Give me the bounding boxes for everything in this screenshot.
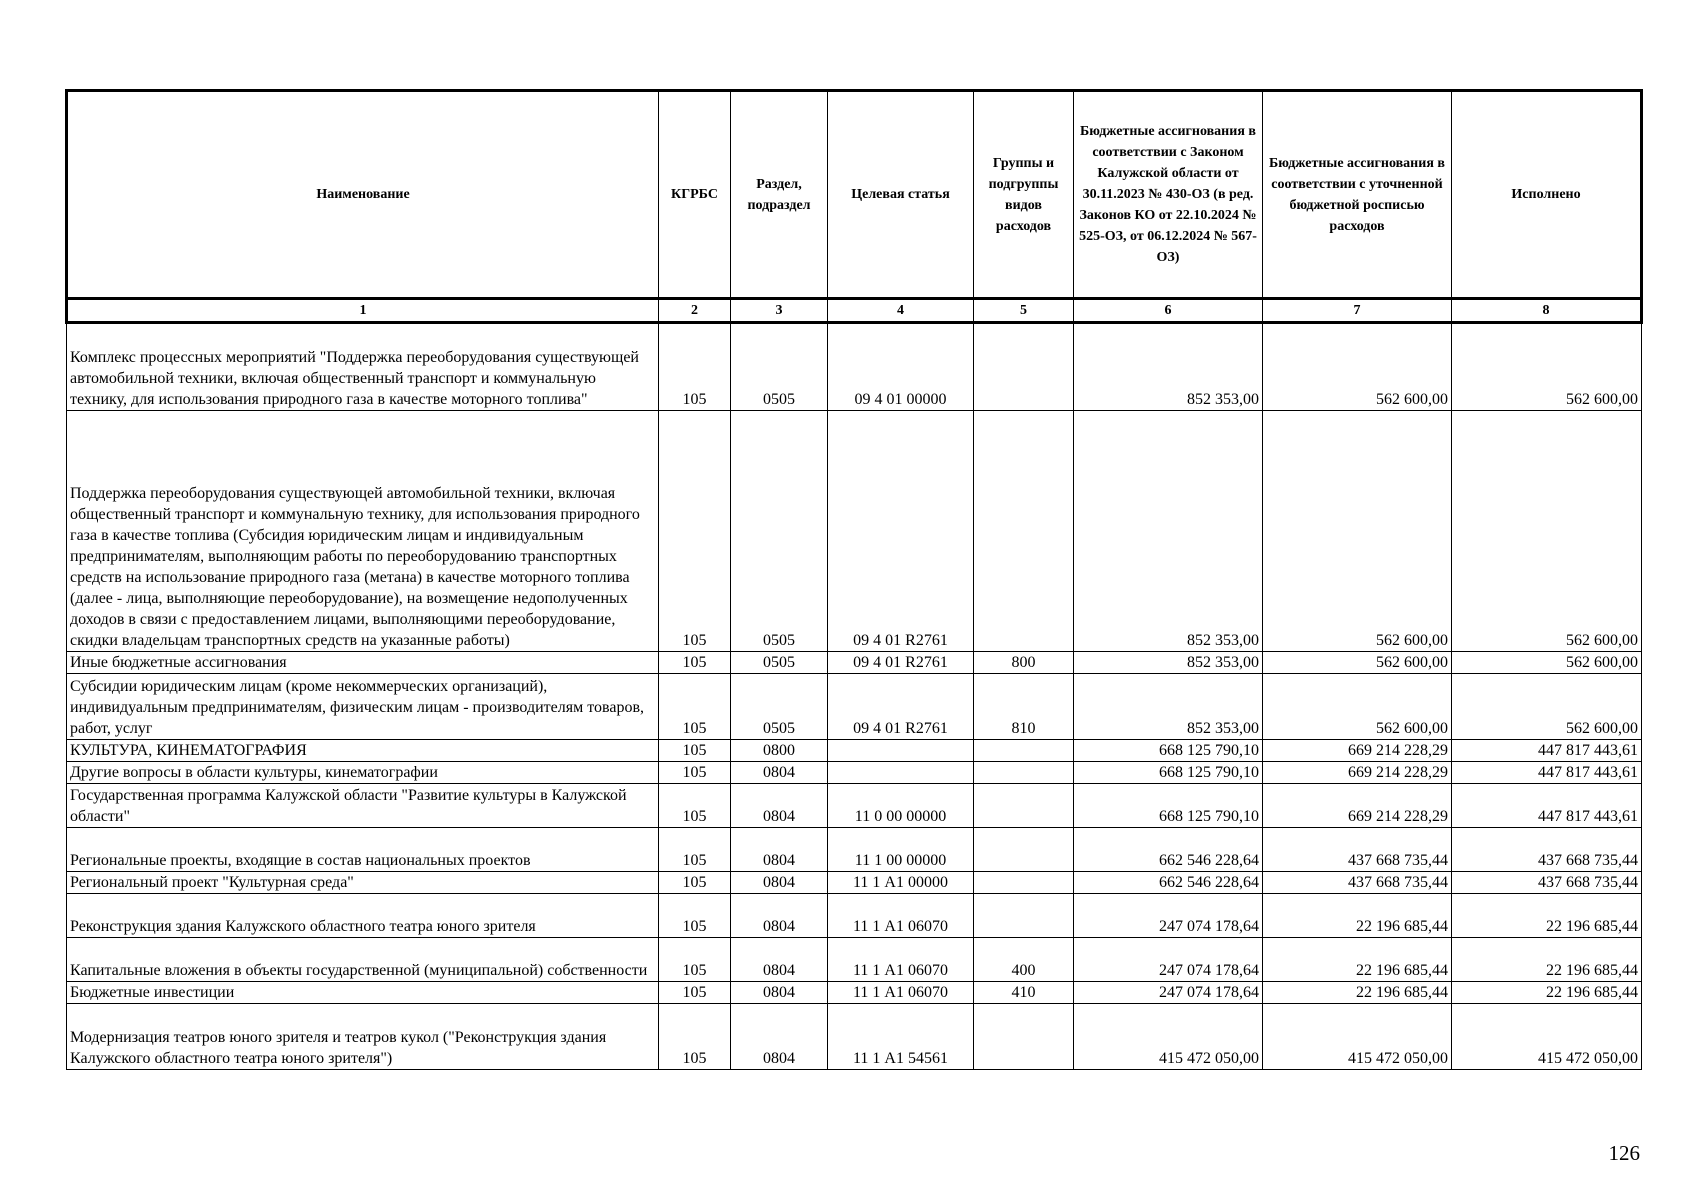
row-group [974,762,1074,784]
row-law-amount: 668 125 790,10 [1074,784,1263,828]
row-refined-amount: 669 214 228,29 [1263,784,1452,828]
table-row [67,982,1642,1004]
row-refined-amount: 669 214 228,29 [1263,740,1452,762]
header-group: Группы и подгруппы видов расходов [974,91,1074,299]
row-refined-amount: 562 600,00 [1263,674,1452,740]
row-kgrbs: 105 [659,1004,731,1070]
column-number: 2 [659,299,731,323]
row-name: КУЛЬТУРА, КИНЕМАТОГРАФИЯ [67,740,659,762]
row-refined-amount: 22 196 685,44 [1263,982,1452,1004]
row-executed-amount: 415 472 050,00 [1452,1004,1642,1070]
column-number: 5 [974,299,1074,323]
row-section: 0804 [731,828,828,872]
row-name: Региональные проекты, входящие в состав национальных проектов [67,828,659,872]
table-row [67,938,1642,982]
row-section: 0505 [731,323,828,411]
row-group [974,784,1074,828]
budget-table [65,89,1643,1070]
row-executed-amount: 447 817 443,61 [1452,740,1642,762]
row-executed-amount: 562 600,00 [1452,652,1642,674]
row-law-amount: 852 353,00 [1074,674,1263,740]
header-refined: Бюджетные ассигнования в соответствии с уточненной бюджетной росписью расходов [1263,91,1452,299]
row-kgrbs: 105 [659,872,731,894]
row-law-amount: 668 125 790,10 [1074,740,1263,762]
row-refined-amount: 437 668 735,44 [1263,828,1452,872]
table-row [67,894,1642,938]
header-executed: Исполнено [1452,91,1642,299]
row-target [828,762,974,784]
row-name: Государственная программа Калужской области "Развитие культуры в Калужской области" [67,784,659,828]
row-group: 410 [974,982,1074,1004]
row-executed-amount: 22 196 685,44 [1452,938,1642,982]
row-law-amount: 415 472 050,00 [1074,1004,1263,1070]
row-section: 0804 [731,1004,828,1070]
row-target: 11 1 А1 54561 [828,1004,974,1070]
row-section: 0800 [731,740,828,762]
row-kgrbs: 105 [659,784,731,828]
table-row [67,784,1642,828]
row-law-amount: 662 546 228,64 [1074,828,1263,872]
row-name: Модернизация театров юного зрителя и театров кукол ("Реконструкция здания Калужского областного театра юного зрителя") [67,1004,659,1070]
row-law-amount: 668 125 790,10 [1074,762,1263,784]
row-kgrbs: 105 [659,938,731,982]
row-kgrbs: 105 [659,894,731,938]
table-row [67,652,1642,674]
row-name: Субсидии юридическим лицам (кроме некоммерческих организаций), индивидуальным предпринимателям, физическим лицам - производителям товаров, работ, услуг [67,674,659,740]
row-name: Бюджетные инвестиции [67,982,659,1004]
column-number-row [67,299,1642,323]
row-kgrbs: 105 [659,323,731,411]
row-target: 11 1 00 00000 [828,828,974,872]
row-name: Иные бюджетные ассигнования [67,652,659,674]
row-refined-amount: 562 600,00 [1263,411,1452,652]
row-group [974,872,1074,894]
row-group [974,894,1074,938]
header-kgrbs: КГРБС [659,91,731,299]
row-name: Поддержка переоборудования существующей автомобильной техники, включая общественный транспорт и коммунальную технику, для использования природного газа в качестве топлива (Субсидия юридическим лицам и индивидуальным предпринимателям, выполняющим работы по переоборудованию транспортных средств на использование природного газа (метана) в качестве моторного топлива (далее - лица, выполняющие переоборудование), на возмещение недополученных доходов в связи с предоставлением лицами, выполняющими переоборудование, скидки владельцам транспортных средств на указанные работы) [67,411,659,652]
row-refined-amount: 22 196 685,44 [1263,938,1452,982]
page-number: 126 [1608,1141,1640,1165]
column-number: 8 [1452,299,1642,323]
row-refined-amount: 562 600,00 [1263,652,1452,674]
row-section: 0505 [731,411,828,652]
row-group: 400 [974,938,1074,982]
row-section: 0804 [731,872,828,894]
row-executed-amount: 22 196 685,44 [1452,982,1642,1004]
row-executed-amount: 437 668 735,44 [1452,872,1642,894]
column-number: 3 [731,299,828,323]
column-number: 1 [67,299,659,323]
header-name: Наименование [67,91,659,299]
row-section: 0804 [731,762,828,784]
row-law-amount: 852 353,00 [1074,411,1263,652]
row-target: 11 1 А1 00000 [828,872,974,894]
row-name: Реконструкция здания Калужского областного театра юного зрителя [67,894,659,938]
header-row [67,91,1642,299]
row-refined-amount: 22 196 685,44 [1263,894,1452,938]
row-kgrbs: 105 [659,652,731,674]
row-section: 0505 [731,652,828,674]
column-number: 7 [1263,299,1452,323]
row-target: 09 4 01 R2761 [828,674,974,740]
row-group: 800 [974,652,1074,674]
row-target: 09 4 01 00000 [828,323,974,411]
table-row [67,740,1642,762]
row-name: Другие вопросы в области культуры, кинематографии [67,762,659,784]
row-executed-amount: 562 600,00 [1452,674,1642,740]
row-name: Региональный проект "Культурная среда" [67,872,659,894]
row-kgrbs: 105 [659,762,731,784]
row-kgrbs: 105 [659,828,731,872]
row-refined-amount: 669 214 228,29 [1263,762,1452,784]
row-executed-amount: 447 817 443,61 [1452,762,1642,784]
table-row [67,828,1642,872]
row-target: 09 4 01 R2761 [828,411,974,652]
row-group [974,828,1074,872]
row-law-amount: 247 074 178,64 [1074,982,1263,1004]
row-kgrbs: 105 [659,982,731,1004]
row-section: 0804 [731,894,828,938]
row-group: 810 [974,674,1074,740]
row-law-amount: 247 074 178,64 [1074,894,1263,938]
row-kgrbs: 105 [659,411,731,652]
header-law: Бюджетные ассигнования в соответствии с Законом Калужской области от 30.11.2023 № 430-ОЗ (в ред. Законов КО от 22.10.2024 № 525-ОЗ, от 06.12.2024 № 567-ОЗ) [1074,91,1263,299]
row-target: 09 4 01 R2761 [828,652,974,674]
row-name: Капитальные вложения в объекты государственной (муниципальной) собственности [67,938,659,982]
row-target: 11 1 А1 06070 [828,938,974,982]
row-group [974,740,1074,762]
row-refined-amount: 415 472 050,00 [1263,1004,1452,1070]
row-name: Комплекс процессных мероприятий "Поддержка переоборудования существующей автомобильной техники, включая общественный транспорт и коммунальную технику, для использования природного газа в качестве моторного топлива" [67,323,659,411]
row-target [828,740,974,762]
row-refined-amount: 437 668 735,44 [1263,872,1452,894]
row-target: 11 1 А1 06070 [828,982,974,1004]
row-section: 0804 [731,784,828,828]
row-group [974,323,1074,411]
row-section: 0804 [731,982,828,1004]
row-target: 11 1 А1 06070 [828,894,974,938]
header-section: Раздел, подраздел [731,91,828,299]
table-row [67,762,1642,784]
row-law-amount: 852 353,00 [1074,323,1263,411]
row-kgrbs: 105 [659,674,731,740]
table-row [67,674,1642,740]
table-row [67,323,1642,411]
row-group [974,1004,1074,1070]
row-executed-amount: 562 600,00 [1452,323,1642,411]
row-refined-amount: 562 600,00 [1263,323,1452,411]
row-section: 0505 [731,674,828,740]
row-target: 11 0 00 00000 [828,784,974,828]
row-executed-amount: 22 196 685,44 [1452,894,1642,938]
row-group [974,411,1074,652]
table-row [67,1004,1642,1070]
row-executed-amount: 447 817 443,61 [1452,784,1642,828]
table-row [67,411,1642,652]
table-row [67,872,1642,894]
column-number: 6 [1074,299,1263,323]
row-executed-amount: 437 668 735,44 [1452,828,1642,872]
header-target: Целевая статья [828,91,974,299]
row-executed-amount: 562 600,00 [1452,411,1642,652]
row-law-amount: 247 074 178,64 [1074,938,1263,982]
row-law-amount: 662 546 228,64 [1074,872,1263,894]
column-number: 4 [828,299,974,323]
row-law-amount: 852 353,00 [1074,652,1263,674]
row-kgrbs: 105 [659,740,731,762]
row-section: 0804 [731,938,828,982]
